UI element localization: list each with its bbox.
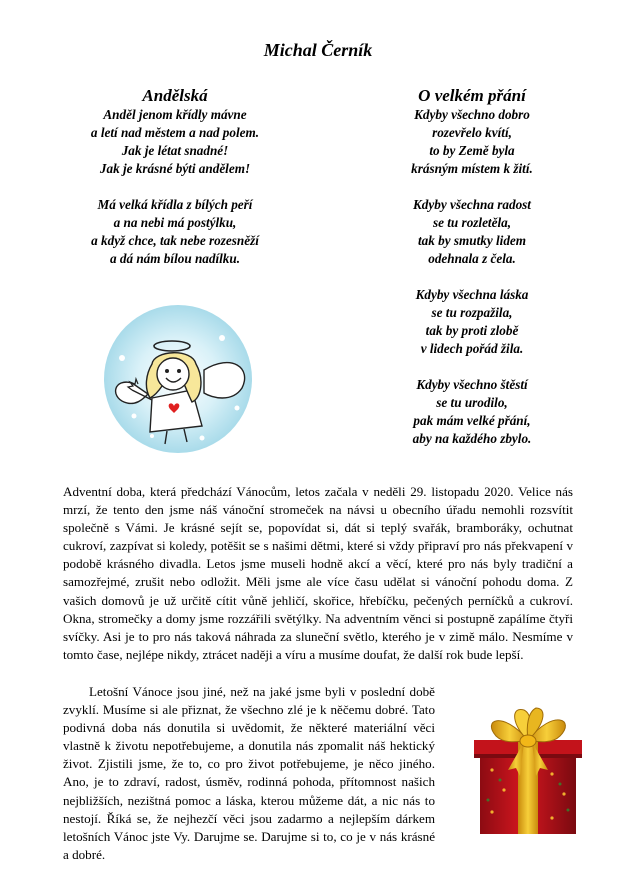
stanza	[372, 196, 572, 268]
stanza	[372, 286, 572, 358]
verse: Kdyby všechna radost	[413, 197, 531, 212]
verse: rozevřelo kvítí,	[432, 125, 512, 140]
verse: Kdyby všechna láska	[415, 287, 529, 302]
gift-box-illustration	[452, 690, 602, 840]
poem-o-velkem-prani	[372, 86, 572, 448]
verse: a dá nám bílou nadílku.	[109, 251, 241, 266]
verse: a když chce, tak nebe rozesněží	[91, 233, 259, 248]
verse: a na nebi má postýlku,	[113, 215, 237, 230]
verse: Kdyby všechno dobro	[414, 107, 530, 122]
paragraph-advent: Adventní doba, která předchází Vánocům, letos začala v neděli 29. listopadu 2020. Velice nás mrzí, že tento den jsme náš vánoční stromeček na návsi u obecního úřadu nemohli rozsvítit společně s Vámi. Je krásné sejít se, popovídat si, dát si teplý svařák, bramboráky, ochutnat cukroví, zazpívat si koledy, potěšit se s našimi dětmi, které si vždy připraví pro nás překvapení v podobě krásného divadla. Letos jsme museli hodně akcí a věcí, které pro nás byly tradiční a samozřejmé, zrušit nebo odložit. Měli jsme ale více času udělat si vánoční pohodu doma. Z vašich domovů je už určitě cítit vůně jehličí, skořice, hřebíčku, pečených perníčků a cukroví. Okna, stromečky a domy jsme rozzářili světýlky. Na adventním věnci si postupně zapálíme čtyři svíčky. Asi je to pro nás taková náhrada za sluneční světlo, kterého je v zimě málo. Nesmíme v tomto čase, nejlépe nikdy, ztrácet naději a víru a musíme doufat, že další rok bude lepší.	[63, 484, 573, 662]
stanza	[75, 106, 275, 178]
stanza	[372, 106, 572, 178]
verse: tak by smutky lidem	[417, 233, 527, 248]
verse: se tu rozpažila,	[431, 305, 513, 320]
verse: Kdyby všechno štěstí	[416, 377, 528, 392]
verse: a letí nad městem a nad polem.	[90, 125, 260, 140]
verse: to by Země byla	[429, 143, 515, 158]
verse: pak mám velké přání,	[413, 413, 531, 428]
verse: Má velká křídla z bílých peří	[97, 197, 253, 212]
poem-andelska	[75, 86, 275, 268]
angel-illustration	[92, 298, 264, 460]
verse: krásným místem k žití.	[411, 161, 533, 176]
verse: v lidech pořád žila.	[420, 341, 524, 356]
stanza	[75, 196, 275, 268]
verse: Anděl jenom křídly mávne	[103, 107, 247, 122]
poem-title: Andělská	[142, 86, 208, 105]
paragraph-christmas: Letošní Vánoce jsou jiné, než na jaké jsme byli v poslední době zvyklí. Musíme si ale přiznat, že všechno zlé je k něčemu dobré. Tato podivná doba nás donutila si uvědomit, že některé materiální věci vlastně k životu nepotřebujeme, a donutila nás zpomalit náš hektický život. Zjistili jsme, že to, co pro život potřebujeme, je něco jiného. Ano, je to zdraví, radost, úsměv, rodinná pohoda, přítomnost našich nejbližších, nezištná pomoc a láska, kterou můžeme dát, a nic nás to nestojí. Říká se, že nejhezčí věci jsou zadarmo a nejlepším dárkem letošních Vánoc jste Vy. Darujme se. Darujme si to, co je v nás krásné a dobré.	[63, 684, 435, 862]
verse: tak by proti zlobě	[425, 323, 519, 338]
poem-title: O velkém přání	[418, 86, 526, 105]
verse: se tu urodilo,	[436, 395, 508, 410]
verse: odehnala z čela.	[428, 251, 516, 266]
author-name: Michal Černík	[263, 40, 373, 60]
verse: Jak je krásné býti andělem!	[99, 161, 251, 176]
verse: Jak je létat snadné!	[121, 143, 229, 158]
verse: aby na každého zbylo.	[412, 431, 532, 446]
stanza	[372, 376, 572, 448]
verse: se tu rozletěla,	[432, 215, 512, 230]
